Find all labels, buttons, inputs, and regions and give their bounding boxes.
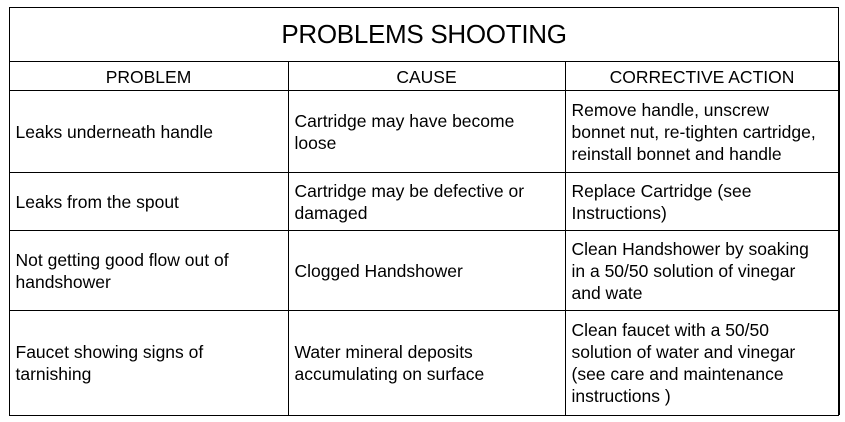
action-cell: Replace Cartridge (see Instructions) xyxy=(565,173,839,231)
cause-cell: Clogged Handshower xyxy=(288,231,565,311)
problem-cell: Not getting good flow out of handshower xyxy=(9,231,288,311)
table-row xyxy=(9,311,839,415)
table-title: PROBLEMS SHOOTING xyxy=(10,8,838,62)
action-cell: Remove handle, unscrew bonnet nut, re-tighten cartridge, reinstall bonnet and handle xyxy=(565,91,839,173)
troubleshooting-table-frame xyxy=(9,7,839,416)
table-row xyxy=(9,91,839,173)
header-cause: CAUSE xyxy=(288,62,565,91)
action-cell: Clean faucet with a 50/50 solution of water and vinegar (see care and maintenance instructions ) xyxy=(565,311,839,415)
table-row xyxy=(9,173,839,231)
problem-cell: Leaks underneath handle xyxy=(9,91,288,173)
header-problem: PROBLEM xyxy=(9,62,288,91)
table-row xyxy=(9,231,839,311)
header-corrective-action: CORRECTIVE ACTION xyxy=(565,62,839,91)
cause-cell: Water mineral deposits accumulating on surface xyxy=(288,311,565,415)
cause-cell: Cartridge may be defective or damaged xyxy=(288,173,565,231)
problem-cell: Leaks from the spout xyxy=(9,173,288,231)
problem-cell: Faucet showing signs of tarnishing xyxy=(9,311,288,415)
header-row xyxy=(9,62,839,91)
cause-cell: Cartridge may have become loose xyxy=(288,91,565,173)
troubleshooting-table xyxy=(9,61,840,415)
action-cell: Clean Handshower by soaking in a 50/50 solution of vinegar and wate xyxy=(565,231,839,311)
